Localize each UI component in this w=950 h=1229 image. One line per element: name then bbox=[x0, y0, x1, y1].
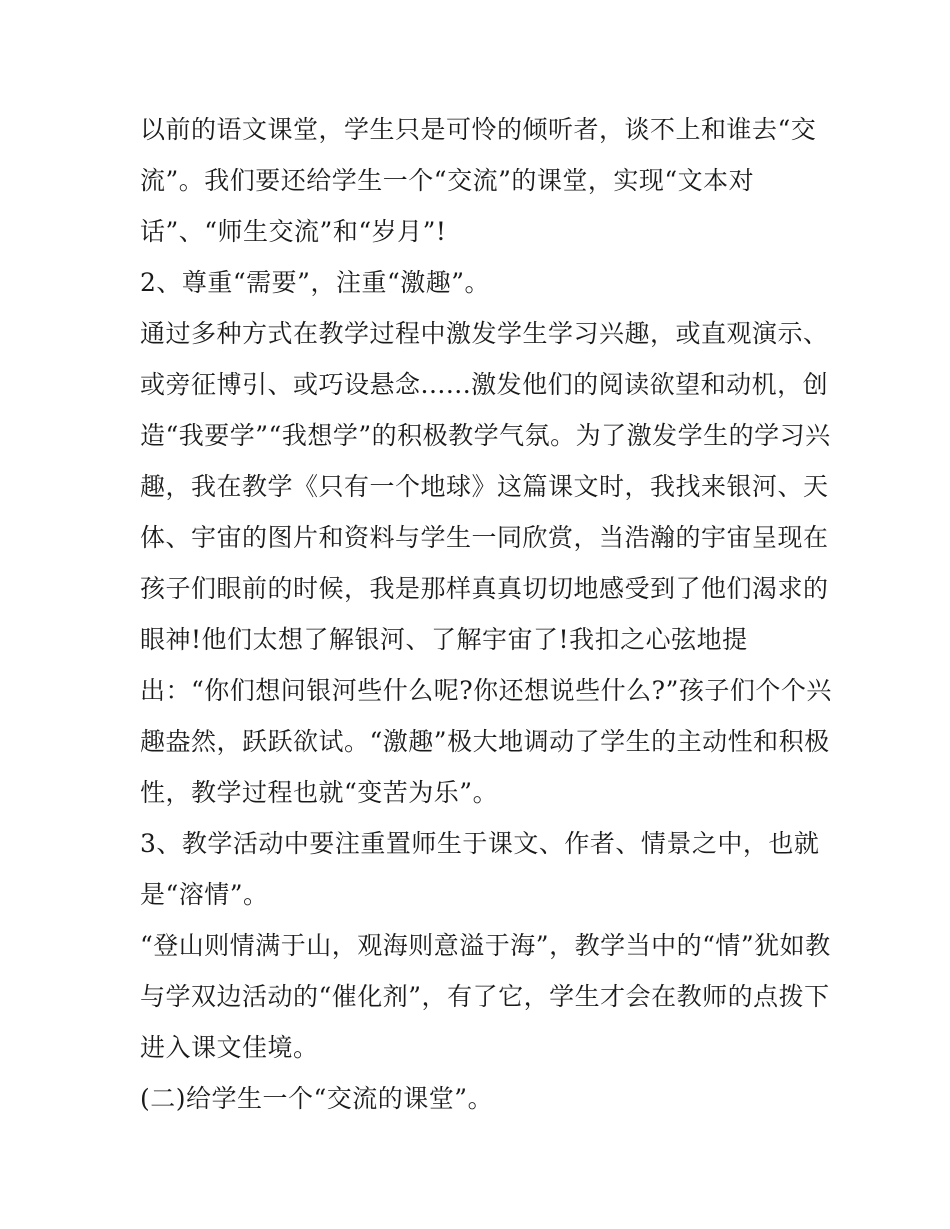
text-line: “登山则情满于山，观海则意溢于海”，教学当中的“情”犹如教 bbox=[140, 931, 831, 960]
text-line: 话”、“师生交流”和“岁月”! bbox=[140, 217, 447, 246]
text-line: 流”。我们要还给学生一个“交流”的课堂，实现“文本对 bbox=[140, 166, 755, 195]
text-line: 趣，我在教学《只有一个地球》这篇课文时，我找来银河、天 bbox=[140, 472, 829, 501]
text-line: 或旁征博引、或巧设悬念......激发他们的阅读欲望和动机，创 bbox=[140, 370, 829, 399]
text-line: (二)给学生一个“交流的课堂”。 bbox=[140, 1084, 494, 1113]
text-line: 通过多种方式在教学过程中激发学生学习兴趣，或直观演示、 bbox=[140, 319, 829, 348]
text-line: 出：“你们想问银河些什么呢?你还想说些什么?”孩子们个个兴 bbox=[140, 676, 832, 705]
text-line: 造“我要学”“我想学”的积极教学气氛。为了激发学生的学习兴 bbox=[140, 421, 831, 450]
text-line: 以前的语文课堂，学生只是可怜的倾听者，谈不上和谁去“交 bbox=[140, 115, 817, 144]
text-line: 2、尊重“需要”，注重“激趣”。 bbox=[140, 268, 491, 297]
text-line: 体、宇宙的图片和资料与学生一同欣赏，当浩瀚的宇宙呈现在 bbox=[140, 523, 829, 552]
text-line: 与学双边活动的“催化剂”，有了它，学生才会在教师的点拨下 bbox=[140, 982, 830, 1011]
text-line: 3、教学活动中要注重置师生于课文、作者、情景之中，也就 bbox=[140, 829, 820, 858]
text-line: 进入课文佳境。 bbox=[140, 1033, 319, 1062]
text-line: 孩子们眼前的时候，我是那样真真切切地感受到了他们渴求的 bbox=[140, 574, 829, 603]
text-line: 趣盎然，跃跃欲试。“激趣”极大地调动了学生的主动性和积极 bbox=[140, 727, 830, 756]
text-line: 是“溶情”。 bbox=[140, 880, 269, 909]
text-line: 眼神!他们太想了解银河、了解宇宙了!我扣之心弦地提 bbox=[140, 625, 748, 654]
text-line: 性，教学过程也就“变苦为乐”。 bbox=[140, 778, 499, 807]
